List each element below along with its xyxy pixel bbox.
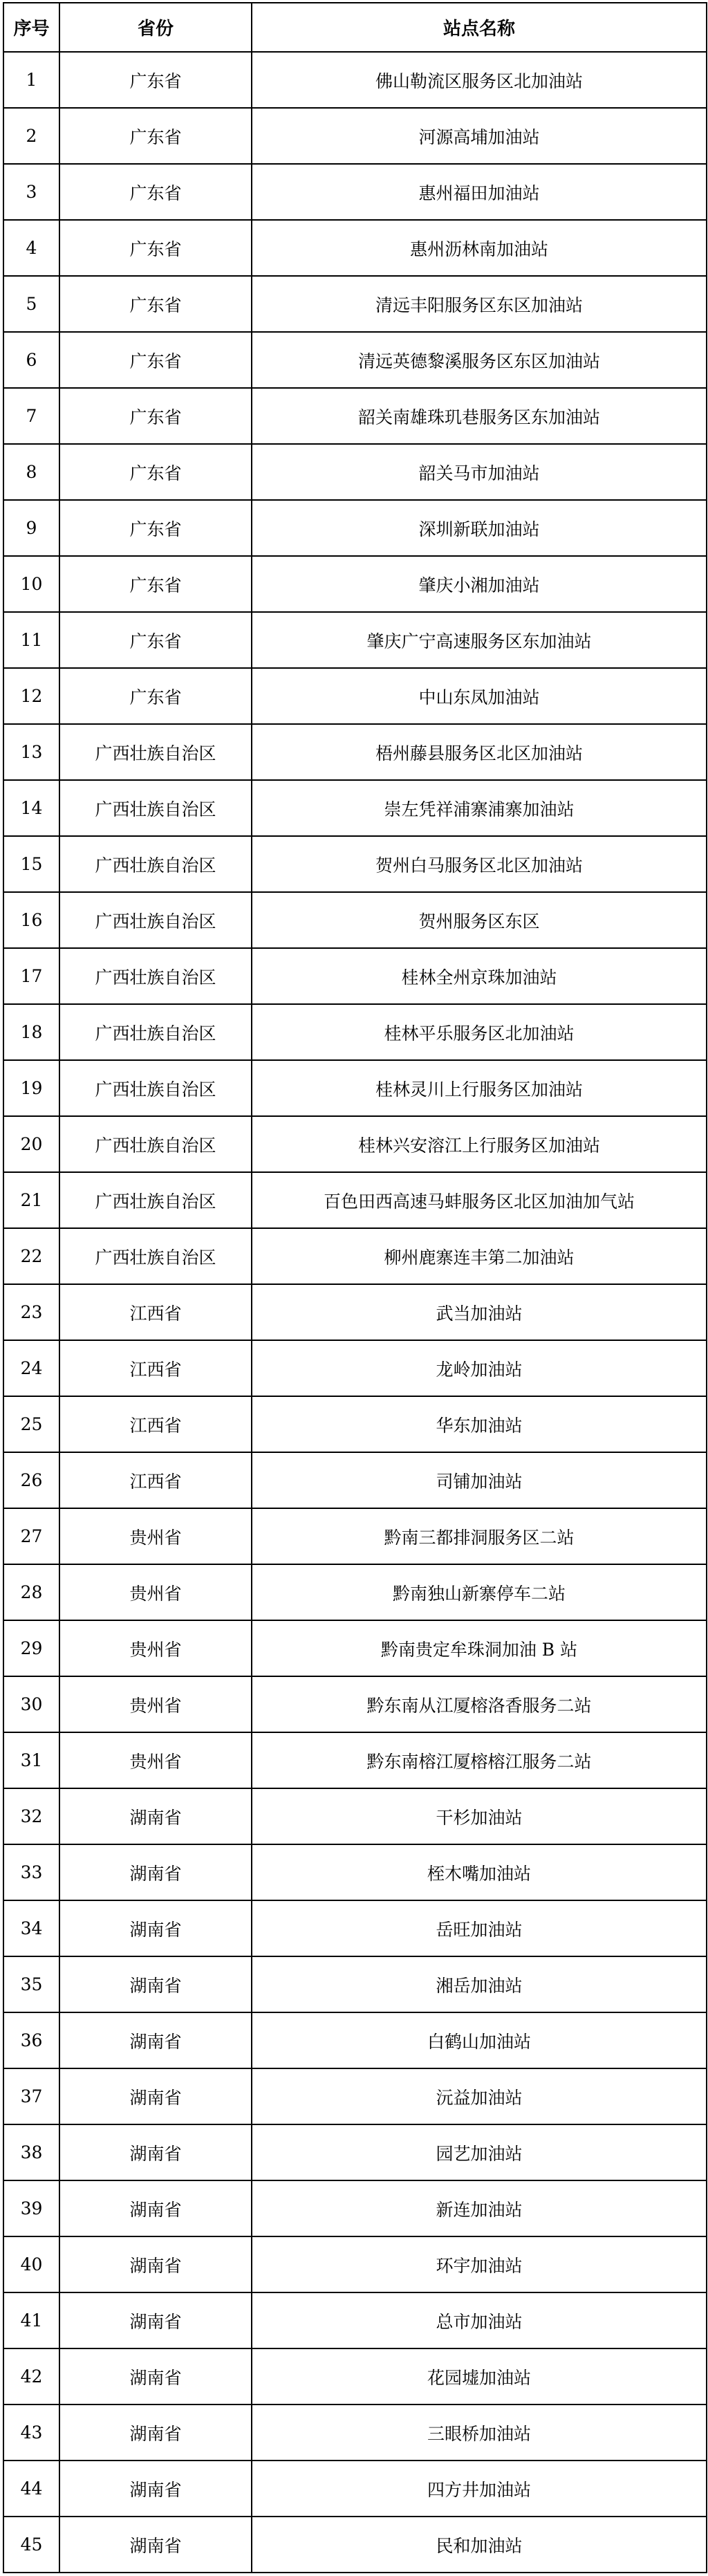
cell-index: 31 (3, 1732, 59, 1788)
cell-index: 2 (3, 108, 59, 164)
cell-station-name: 中山东凤加油站 (252, 668, 707, 724)
cell-station-name: 肇庆小湘加油站 (252, 556, 707, 612)
table-row (3, 556, 707, 612)
cell-index: 15 (3, 836, 59, 892)
cell-index: 3 (3, 164, 59, 220)
cell-province: 广东省 (59, 52, 252, 108)
cell-province: 广东省 (59, 500, 252, 556)
cell-province: 广东省 (59, 220, 252, 276)
table-row (3, 1228, 707, 1284)
cell-index: 35 (3, 1956, 59, 2012)
cell-station-name: 黔东南从江厦榕洛香服务二站 (252, 1676, 707, 1732)
table-row (3, 1004, 707, 1060)
cell-index: 21 (3, 1172, 59, 1228)
cell-index: 43 (3, 2404, 59, 2461)
cell-province: 湖南省 (59, 2068, 252, 2124)
cell-province: 广东省 (59, 164, 252, 220)
table-row (3, 388, 707, 444)
cell-index: 6 (3, 332, 59, 388)
cell-station-name: 园艺加油站 (252, 2124, 707, 2180)
cell-province: 广西壮族自治区 (59, 1060, 252, 1116)
cell-index: 29 (3, 1620, 59, 1676)
cell-index: 44 (3, 2461, 59, 2517)
cell-station-name: 柳州鹿寨连丰第二加油站 (252, 1228, 707, 1284)
cell-province: 贵州省 (59, 1676, 252, 1732)
table-row (3, 1116, 707, 1172)
cell-index: 26 (3, 1452, 59, 1508)
cell-province: 江西省 (59, 1396, 252, 1452)
cell-station-name: 新连加油站 (252, 2180, 707, 2236)
header-row (3, 3, 707, 52)
cell-index: 1 (3, 52, 59, 108)
cell-station-name: 干杉加油站 (252, 1788, 707, 1844)
table-header (3, 3, 707, 52)
cell-station-name: 岳旺加油站 (252, 1900, 707, 1956)
cell-index: 25 (3, 1396, 59, 1452)
cell-province: 江西省 (59, 1284, 252, 1340)
cell-province: 湖南省 (59, 2012, 252, 2068)
cell-index: 33 (3, 1844, 59, 1900)
cell-station-name: 清远丰阳服务区东区加油站 (252, 276, 707, 332)
table-row (3, 948, 707, 1004)
table-row (3, 2180, 707, 2236)
cell-station-name: 桎木嘴加油站 (252, 1844, 707, 1900)
cell-index: 37 (3, 2068, 59, 2124)
cell-province: 贵州省 (59, 1508, 252, 1564)
cell-province: 广西壮族自治区 (59, 1228, 252, 1284)
cell-index: 34 (3, 1900, 59, 1956)
cell-province: 广东省 (59, 668, 252, 724)
cell-index: 5 (3, 276, 59, 332)
cell-station-name: 黔南三都排洞服务区二站 (252, 1508, 707, 1564)
table-row (3, 444, 707, 500)
cell-province: 湖南省 (59, 1844, 252, 1900)
table-row (3, 1844, 707, 1900)
table-row (3, 1676, 707, 1732)
cell-province: 广西壮族自治区 (59, 836, 252, 892)
cell-province: 贵州省 (59, 1620, 252, 1676)
cell-station-name: 龙岭加油站 (252, 1340, 707, 1396)
cell-province: 广西壮族自治区 (59, 892, 252, 948)
table-row (3, 1732, 707, 1788)
cell-station-name: 韶关马市加油站 (252, 444, 707, 500)
cell-station-name: 三眼桥加油站 (252, 2404, 707, 2461)
cell-station-name: 桂林兴安溶江上行服务区加油站 (252, 1116, 707, 1172)
table-row (3, 1508, 707, 1564)
cell-province: 广东省 (59, 276, 252, 332)
cell-index: 45 (3, 2517, 59, 2573)
cell-index: 18 (3, 1004, 59, 1060)
cell-index: 32 (3, 1788, 59, 1844)
cell-province: 广东省 (59, 612, 252, 668)
cell-province: 广东省 (59, 556, 252, 612)
table-row (3, 1060, 707, 1116)
cell-station-name: 惠州福田加油站 (252, 164, 707, 220)
table-row (3, 780, 707, 836)
cell-province: 湖南省 (59, 2292, 252, 2348)
cell-index: 16 (3, 892, 59, 948)
table-row (3, 1284, 707, 1340)
table-row (3, 892, 707, 948)
table-row (3, 276, 707, 332)
cell-index: 24 (3, 1340, 59, 1396)
cell-province: 湖南省 (59, 2348, 252, 2404)
cell-province: 广西壮族自治区 (59, 1116, 252, 1172)
table-body (3, 52, 707, 2573)
cell-index: 30 (3, 1676, 59, 1732)
header-province: 省份 (59, 3, 252, 52)
cell-province: 广东省 (59, 332, 252, 388)
cell-province: 湖南省 (59, 1900, 252, 1956)
table-row (3, 1564, 707, 1620)
cell-index: 42 (3, 2348, 59, 2404)
cell-province: 湖南省 (59, 1956, 252, 2012)
table-row (3, 164, 707, 220)
cell-station-name: 总市加油站 (252, 2292, 707, 2348)
cell-station-name: 梧州藤县服务区北区加油站 (252, 724, 707, 780)
cell-index: 10 (3, 556, 59, 612)
cell-station-name: 深圳新联加油站 (252, 500, 707, 556)
table-row (3, 52, 707, 108)
cell-province: 湖南省 (59, 2236, 252, 2292)
cell-station-name: 惠州沥林南加油站 (252, 220, 707, 276)
cell-province: 湖南省 (59, 1788, 252, 1844)
table-row (3, 1396, 707, 1452)
cell-province: 广西壮族自治区 (59, 724, 252, 780)
cell-station-name: 民和加油站 (252, 2517, 707, 2573)
table-row (3, 2236, 707, 2292)
cell-station-name: 黔南独山新寨停车二站 (252, 1564, 707, 1620)
cell-index: 20 (3, 1116, 59, 1172)
cell-index: 23 (3, 1284, 59, 1340)
cell-province: 广西壮族自治区 (59, 1004, 252, 1060)
cell-index: 40 (3, 2236, 59, 2292)
cell-station-name: 肇庆广宁高速服务区东加油站 (252, 612, 707, 668)
table-row (3, 836, 707, 892)
cell-station-name: 清远英德黎溪服务区东区加油站 (252, 332, 707, 388)
cell-province: 贵州省 (59, 1732, 252, 1788)
cell-station-name: 四方井加油站 (252, 2461, 707, 2517)
table-row (3, 2404, 707, 2461)
cell-province: 贵州省 (59, 1564, 252, 1620)
table-row (3, 612, 707, 668)
table-row (3, 108, 707, 164)
table-row (3, 1788, 707, 1844)
station-table (3, 2, 707, 2573)
table-row (3, 724, 707, 780)
cell-index: 8 (3, 444, 59, 500)
cell-province: 湖南省 (59, 2404, 252, 2461)
cell-index: 7 (3, 388, 59, 444)
table-row (3, 332, 707, 388)
cell-province: 广西壮族自治区 (59, 1172, 252, 1228)
table-row (3, 2012, 707, 2068)
table-row (3, 1452, 707, 1508)
cell-index: 9 (3, 500, 59, 556)
cell-index: 11 (3, 612, 59, 668)
cell-index: 39 (3, 2180, 59, 2236)
cell-province: 湖南省 (59, 2180, 252, 2236)
cell-station-name: 韶关南雄珠玑巷服务区东加油站 (252, 388, 707, 444)
table-row (3, 2517, 707, 2573)
cell-station-name: 环宇加油站 (252, 2236, 707, 2292)
cell-index: 41 (3, 2292, 59, 2348)
cell-station-name: 河源高埔加油站 (252, 108, 707, 164)
cell-station-name: 沅益加油站 (252, 2068, 707, 2124)
table-row (3, 1620, 707, 1676)
cell-province: 广西壮族自治区 (59, 948, 252, 1004)
table-row (3, 2348, 707, 2404)
table-row (3, 2124, 707, 2180)
cell-station-name: 司铺加油站 (252, 1452, 707, 1508)
table-row (3, 2292, 707, 2348)
cell-station-name: 桂林灵川上行服务区加油站 (252, 1060, 707, 1116)
cell-station-name: 桂林全州京珠加油站 (252, 948, 707, 1004)
table-row (3, 2068, 707, 2124)
cell-index: 12 (3, 668, 59, 724)
cell-index: 13 (3, 724, 59, 780)
cell-station-name: 武当加油站 (252, 1284, 707, 1340)
cell-station-name: 花园墟加油站 (252, 2348, 707, 2404)
cell-station-name: 佛山勒流区服务区北加油站 (252, 52, 707, 108)
cell-index: 22 (3, 1228, 59, 1284)
cell-province: 湖南省 (59, 2461, 252, 2517)
header-station-name: 站点名称 (252, 3, 707, 52)
cell-index: 19 (3, 1060, 59, 1116)
cell-station-name: 桂林平乐服务区北加油站 (252, 1004, 707, 1060)
table-row (3, 1340, 707, 1396)
cell-station-name: 白鹤山加油站 (252, 2012, 707, 2068)
cell-station-name: 贺州服务区东区 (252, 892, 707, 948)
cell-index: 14 (3, 780, 59, 836)
cell-index: 17 (3, 948, 59, 1004)
cell-station-name: 百色田西高速马蚌服务区北区加油加气站 (252, 1172, 707, 1228)
cell-station-name: 湘岳加油站 (252, 1956, 707, 2012)
cell-station-name: 贺州白马服务区北区加油站 (252, 836, 707, 892)
cell-index: 28 (3, 1564, 59, 1620)
cell-index: 27 (3, 1508, 59, 1564)
cell-index: 36 (3, 2012, 59, 2068)
cell-index: 38 (3, 2124, 59, 2180)
cell-province: 广东省 (59, 108, 252, 164)
table-row (3, 220, 707, 276)
cell-index: 4 (3, 220, 59, 276)
cell-province: 广西壮族自治区 (59, 780, 252, 836)
cell-province: 广东省 (59, 444, 252, 500)
table-row (3, 2461, 707, 2517)
table-row (3, 1956, 707, 2012)
cell-province: 广东省 (59, 388, 252, 444)
cell-station-name: 黔南贵定牟珠洞加油 B 站 (252, 1620, 707, 1676)
header-index: 序号 (3, 3, 59, 52)
cell-province: 湖南省 (59, 2124, 252, 2180)
cell-station-name: 黔东南榕江厦榕榕江服务二站 (252, 1732, 707, 1788)
cell-province: 江西省 (59, 1452, 252, 1508)
table-row (3, 1172, 707, 1228)
table-row (3, 1900, 707, 1956)
cell-station-name: 华东加油站 (252, 1396, 707, 1452)
cell-province: 湖南省 (59, 2517, 252, 2573)
table-row (3, 668, 707, 724)
cell-province: 江西省 (59, 1340, 252, 1396)
table-row (3, 500, 707, 556)
cell-station-name: 崇左凭祥浦寨浦寨加油站 (252, 780, 707, 836)
